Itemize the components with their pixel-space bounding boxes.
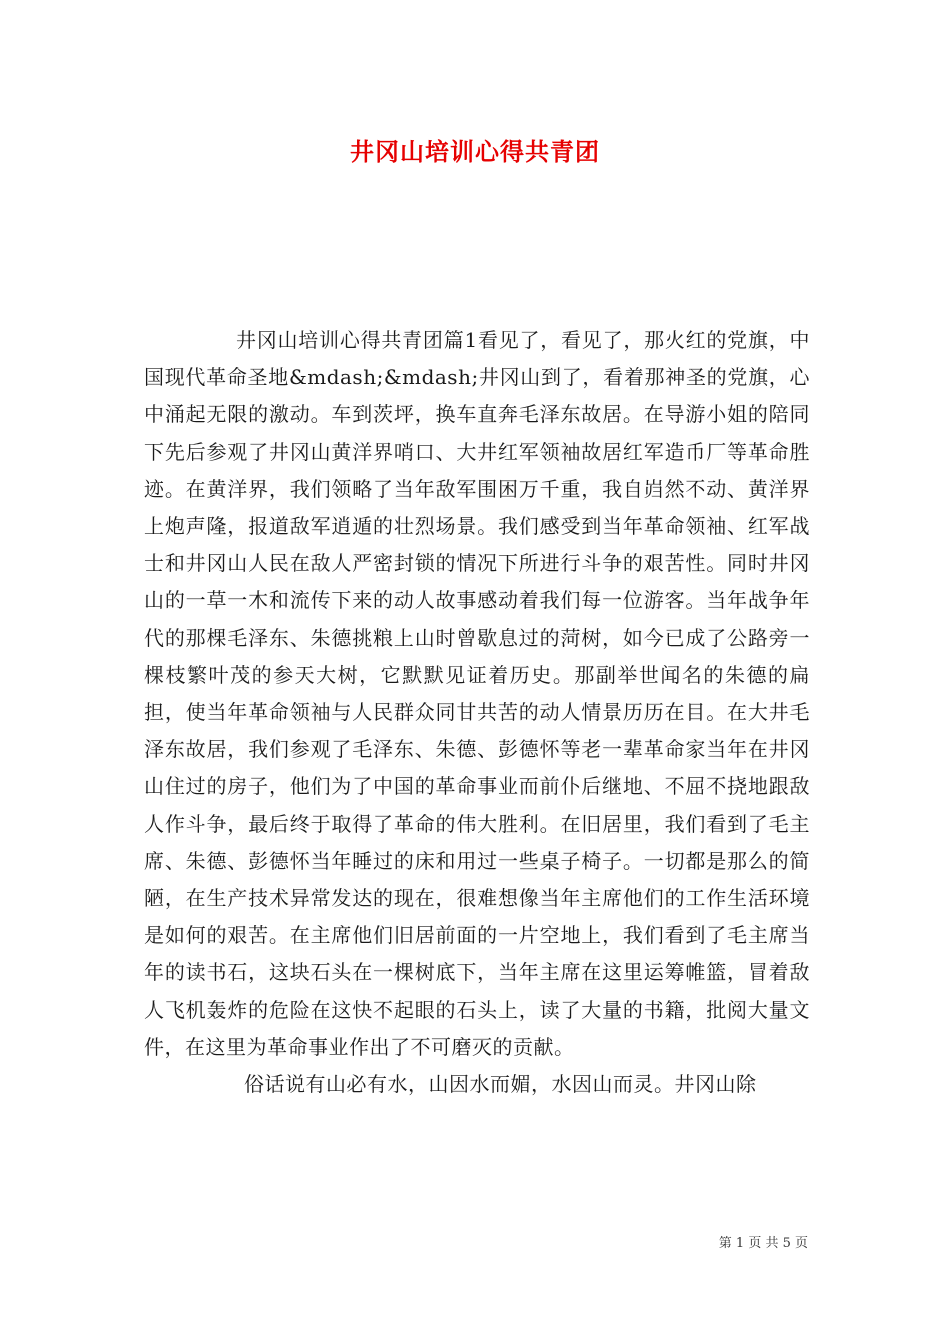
page-number-footer: 第 1 页 共 5 页 <box>718 1236 808 1251</box>
document-body <box>144 322 810 1103</box>
paragraph-1: 井冈山培训心得共青团篇1看见了，看见了，那火红的党旗，中国现代革命圣地&mdash;&mdash;井冈山到了，看着那神圣的党旗，心中涌起无限的激动。车到茨坪，换车直奔毛泽东故居。在导游小姐的陪同下先后参观了井冈山黄洋界哨口、大井红军领袖故居红军造币厂等革命胜迹。在黄洋界，我们领略了当年敌军围困万千重，我自岿然不动、黄洋界上炮声隆，报道敌军逍遁的壮烈场景。我们感受到当年革命领袖、红军战士和井冈山人民在敌人严密封锁的情况下所进行斗争的艰苦性。同时井冈山的一草一木和流传下来的动人故事感动着我们每一位游客。当年战争年代的那棵毛泽东、朱德挑粮上山时曾歇息过的菏树，如今已成了公路旁一棵枝繁叶茂的参天大树，它默默见证着历史。那副举世闻名的朱德的扁担，使当年革命领袖与人民群众同甘共苦的动人情景历历在目。在大井毛泽东故居，我们参观了毛泽东、朱德、彭德怀等老一辈革命家当年在井冈山住过的房子，他们为了中国的革命事业而前仆后继地、不屈不挠地跟敌人作斗争，最后终于取得了革命的伟大胜利。在旧居里，我们看到了毛主席、朱德、彭德怀当年睡过的床和用过一些桌子椅子。一切都是那么的简陋，在生产技术异常发达的现在，很难想像当年主席他们的工作生活环境是如何的艰苦。在主席他们旧居前面的一片空地上，我们看到了毛主席当年的读书石，这块石头在一棵树底下，当年主席在这里运筹帷篮，冒着敌人飞机轰炸的危险在这快不起眼的石头上，读了大量的书籍，批阅大量文件，在这里为革命事业作出了不可磨灭的贡献。 <box>144 328 810 1059</box>
paragraph-2: 俗话说有山必有水，山因水而媚，水因山而灵。井冈山除 <box>244 1072 757 1097</box>
document-title: 井冈山培训心得共青团 <box>350 137 600 166</box>
